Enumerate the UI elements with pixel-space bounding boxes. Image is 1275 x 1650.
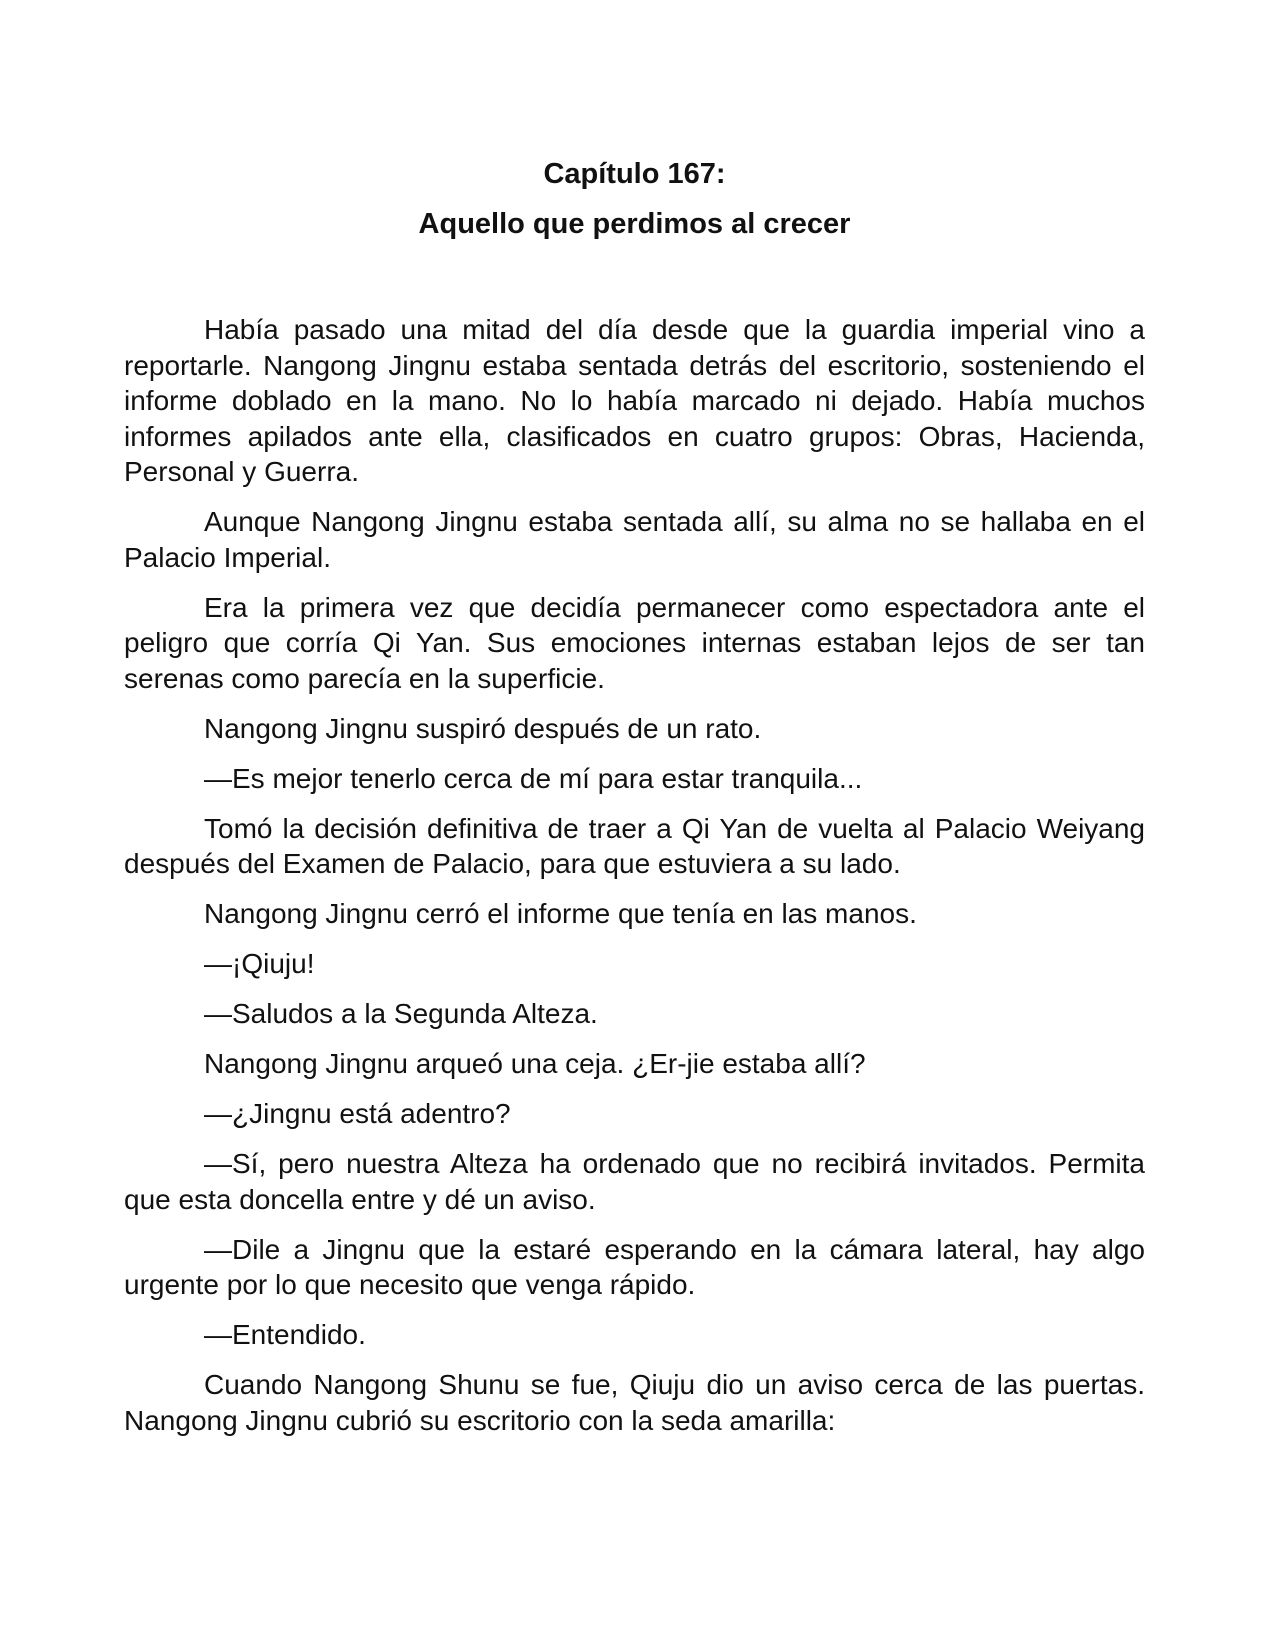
dialogue-line: —¡Qiuju!: [204, 948, 315, 979]
dialogue-line: —Sí, pero nuestra Alteza ha ordenado que no recibirá invitados. Permita que esta doncella entre y dé un aviso.: [124, 1148, 1145, 1215]
paragraph: Cuando Nangong Shunu se fue, Qiuju dio un aviso cerca de las puertas. Nangong Jingnu cubrió su escritorio con la seda amarilla:: [124, 1369, 1145, 1436]
dialogue-line: —Saludos a la Segunda Alteza.: [204, 998, 598, 1029]
paragraph: Nangong Jingnu cerró el informe que tenía en las manos.: [204, 898, 917, 929]
paragraph: Tomó la decisión definitiva de traer a Qi Yan de vuelta al Palacio Weiyang después del Examen de Palacio, para que estuviera a su lado.: [124, 812, 1145, 879]
paragraph: Nangong Jingnu suspiró después de un rato.: [204, 712, 762, 744]
document-page: [124, 148, 1145, 1453]
chapter-title: Aquello que perdimos al crecer: [418, 208, 851, 240]
dialogue-line: —Dile a Jingnu que la estaré esperando en la cámara lateral, hay algo urgente por lo que necesito que venga rápido.: [124, 1233, 1145, 1300]
chapter-label: Capítulo 167:: [543, 158, 726, 190]
paragraph: Aunque Nangong Jingnu estaba sentada allí, su alma no se hallaba en el Palacio Imperial.: [124, 506, 1145, 573]
chapter-body: [124, 312, 1145, 1438]
paragraph: Nangong Jingnu arqueó una ceja. ¿Er-jie estaba allí?: [204, 1048, 866, 1079]
paragraph: Era la primera vez que decidía permanecer como espectadora ante el peligro que corría Qi Yan. Sus emociones internas estaban lejos de ser tan serenas como parecía en la superficie.: [124, 591, 1145, 694]
dialogue-line: —Es mejor tenerlo cerca de mí para estar tranquila...: [204, 762, 863, 794]
dialogue-line: —¿Jingnu está adentro?: [204, 1098, 511, 1129]
paragraph: Había pasado una mitad del día desde que la guardia imperial vino a reportarle. Nangong Jingnu estaba sentada detrás del escritorio, sosteniendo el informe doblado en la mano. No lo había marcado ni dejado. Había muchos informes apilados ante ella, clasificados en cuatro grupos: Obras, Hacienda, Personal y Guerra.: [124, 314, 1145, 487]
dialogue-line: —Entendido.: [204, 1319, 366, 1350]
